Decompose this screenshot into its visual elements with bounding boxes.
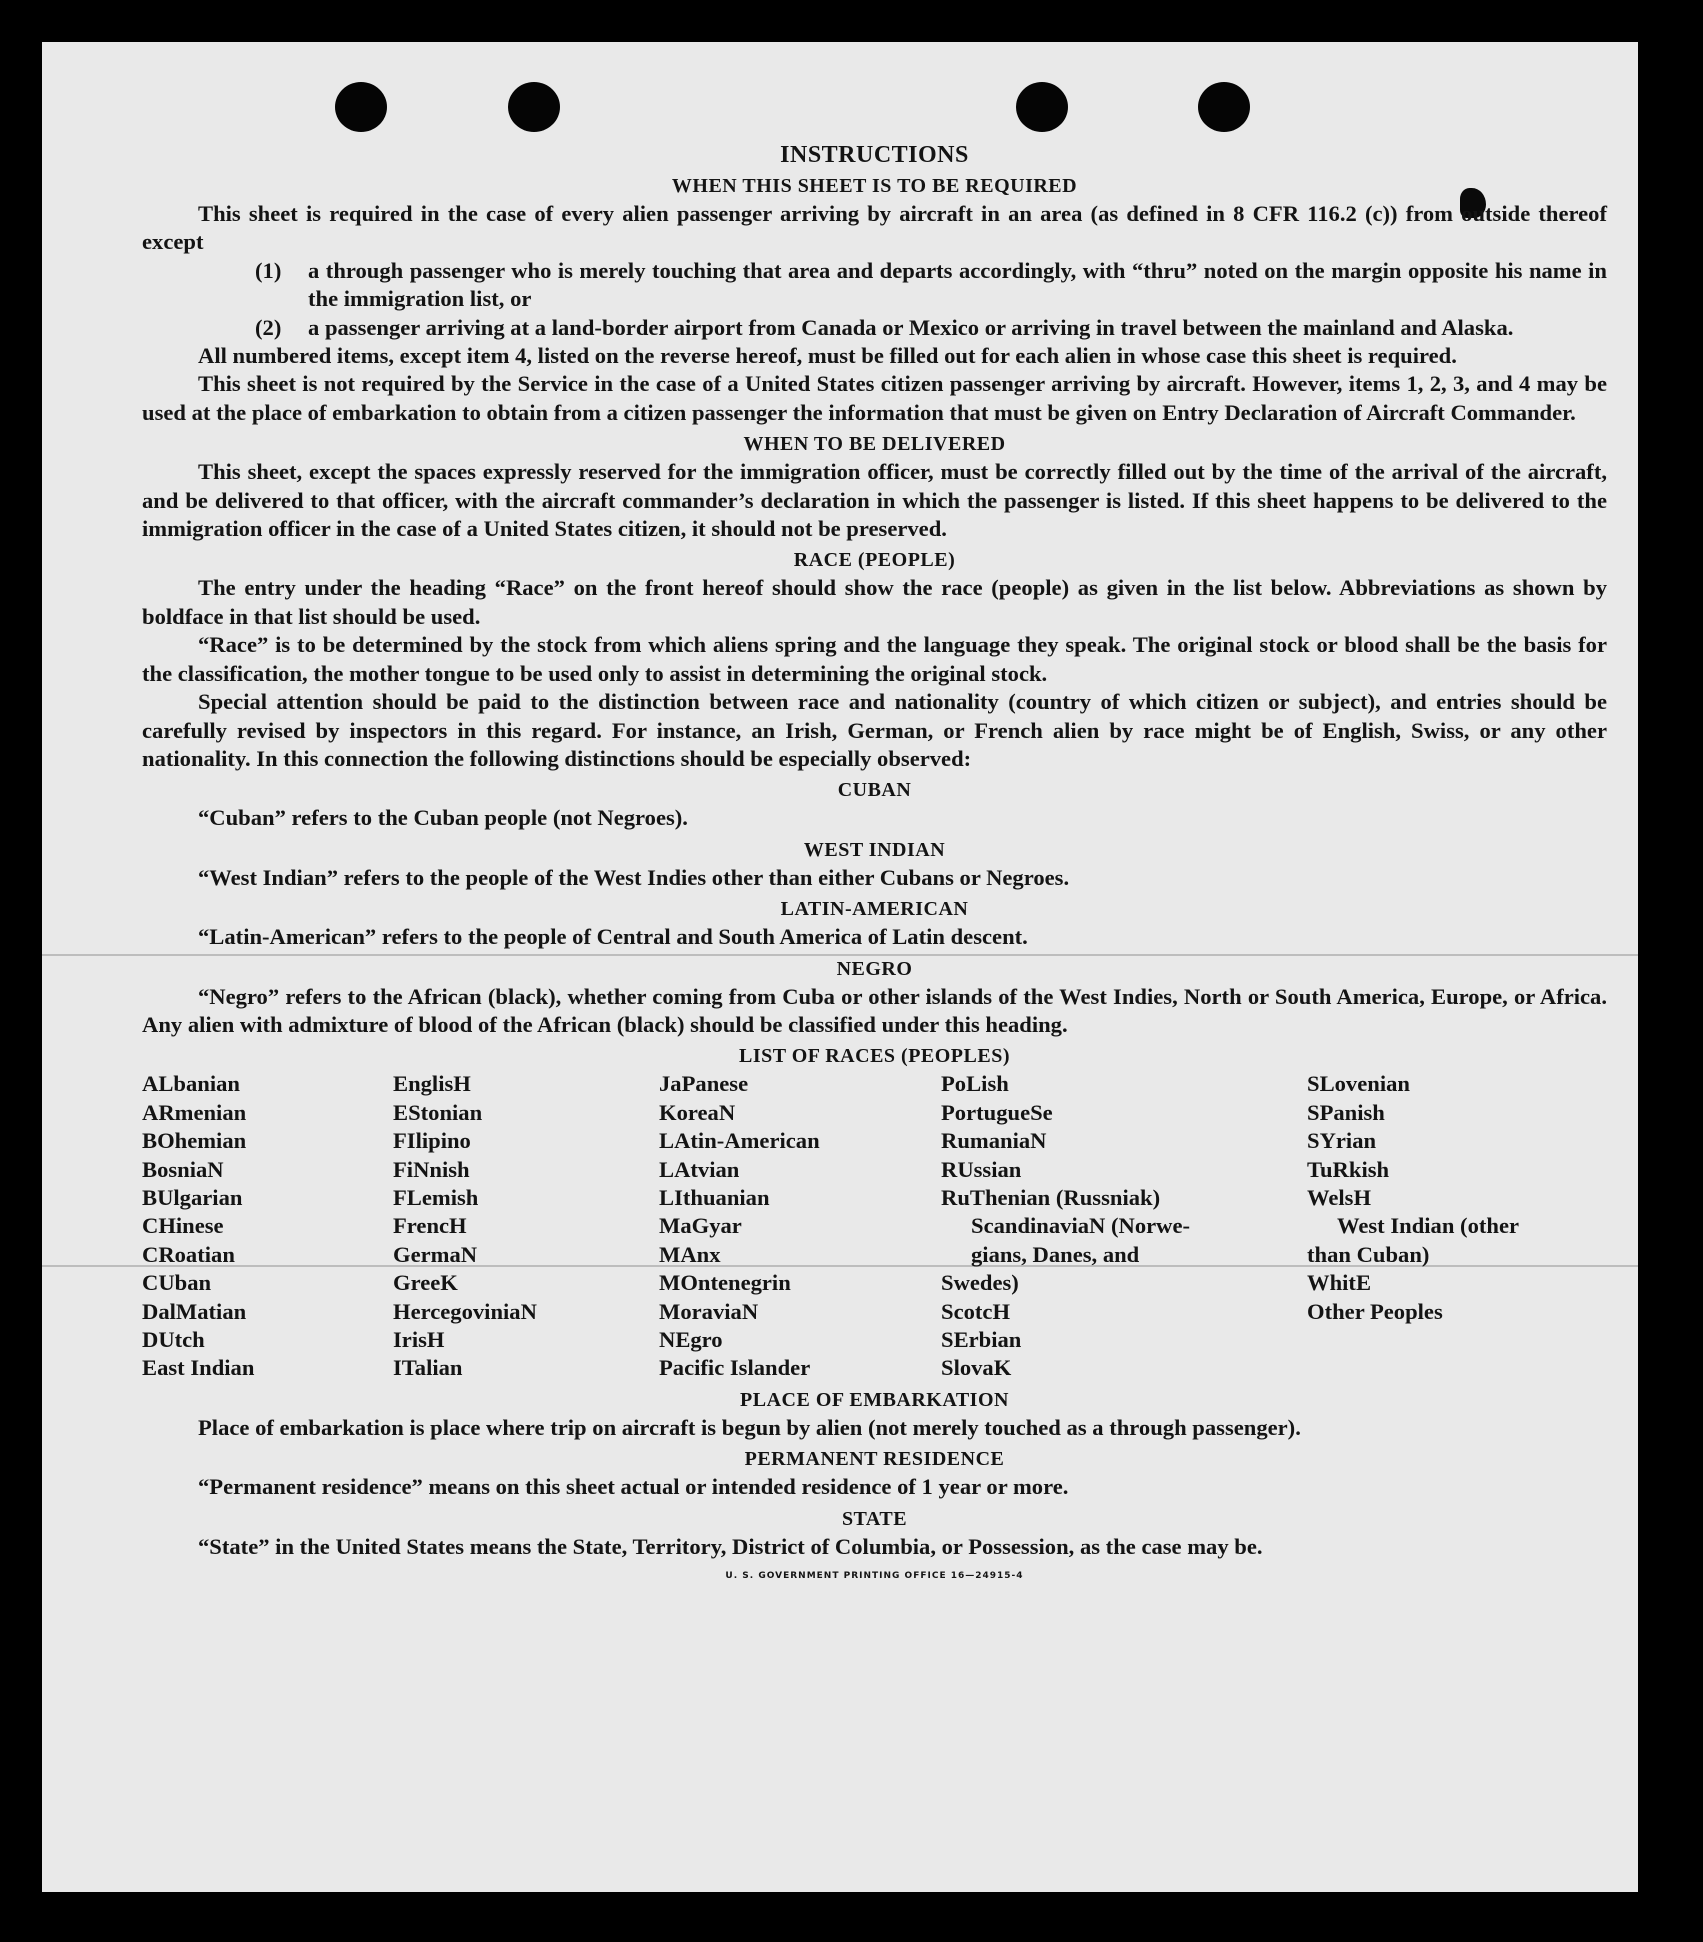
races-column xyxy=(393,1070,659,1382)
race-entry: PortugueSe xyxy=(941,1099,1053,1125)
paragraph: This sheet, except the spaces expressly reserved for the immigration officer, must be correctly filled out by the time of the arrival of the aircraft, and be delivered to that officer, with the aircraft commander’s declaration in which the passenger is listed. If this sheet happens to be delivered to the immigration officer in the case of a United States citizen, it should not be preserved. xyxy=(142,459,1607,542)
race-entry: Pacific Islander xyxy=(659,1355,811,1381)
race-entry: SYrian xyxy=(1307,1128,1377,1154)
race-entry: KoreaN xyxy=(659,1099,736,1125)
race-entry: BOhemian xyxy=(142,1128,247,1154)
race-entry: LIthuanian xyxy=(659,1184,770,1210)
race-entry: SlovaK xyxy=(941,1355,1012,1381)
race-entry: ScandinaviaN (Norwe- xyxy=(971,1213,1191,1239)
race-entry: SErbian xyxy=(941,1327,1022,1352)
paragraph: Place of embarkation is place where trip on aircraft is begun by alien (not merely touched as a through passenger). xyxy=(198,1414,1301,1440)
race-entry: GreeK xyxy=(393,1270,458,1296)
race-entry: East Indian xyxy=(142,1355,255,1381)
punch-hole xyxy=(1198,82,1250,132)
race-entry: SPanish xyxy=(1307,1099,1385,1125)
race-entry: RumaniaN xyxy=(941,1128,1047,1154)
race-entry: Other Peoples xyxy=(1307,1298,1443,1324)
race-entry: Swedes) xyxy=(941,1270,1019,1296)
paragraph: “West Indian” refers to the people of the West Indies other than either Cubans or Negroes. xyxy=(198,864,1070,890)
instruction-sheet xyxy=(42,42,1638,1892)
race-entry: West Indian (other xyxy=(1337,1213,1520,1239)
race-entry: JaPanese xyxy=(659,1071,749,1097)
race-entry: WhitE xyxy=(1307,1270,1372,1296)
section-heading: WHEN THIS SHEET IS TO BE REQUIRED xyxy=(671,175,1078,197)
race-entry: PoLish xyxy=(941,1071,1009,1097)
paragraph: “Race” is to be determined by the stock from which aliens spring and the language they speak. The original stock or blood shall be the basis for the classification, the mother tongue to be used only to assist in determining the original stock. xyxy=(142,632,1607,686)
race-entry: CHinese xyxy=(142,1213,224,1239)
printer-imprint: U. S. GOVERNMENT PRINTING OFFICE 16—24915-4 xyxy=(725,1571,1024,1582)
document-body xyxy=(142,142,1607,1581)
race-entry: DUtch xyxy=(142,1327,205,1352)
paragraph: “Cuban” refers to the Cuban people (not Negroes). xyxy=(198,805,688,831)
race-entry: MAnx xyxy=(659,1241,721,1267)
section-heading: WHEN TO BE DELIVERED xyxy=(743,433,1006,456)
section-heading: PERMANENT RESIDENCE xyxy=(744,1448,1005,1471)
section-heading: CUBAN xyxy=(837,779,912,802)
section-heading: WEST INDIAN xyxy=(803,838,946,861)
punch-hole xyxy=(1016,82,1068,132)
race-entry: GermaN xyxy=(393,1241,478,1267)
punch-hole xyxy=(335,82,387,132)
race-entry: RuThenian (Russniak) xyxy=(941,1184,1161,1210)
race-entry: FrencH xyxy=(393,1213,467,1239)
paragraph: “Latin-American” refers to the people of Central and South America of Latin descent. xyxy=(198,924,1028,950)
list-item xyxy=(142,257,1607,314)
section-heading: RACE (PEOPLE) xyxy=(793,549,956,572)
race-entry: CUban xyxy=(142,1270,212,1296)
section-heading: LATIN-AMERICAN xyxy=(780,898,969,921)
race-entry: BUlgarian xyxy=(142,1184,243,1210)
item-text: a through passenger who is merely touching that area and departs accordingly, with “thru” noted on the margin opposite his name in the immigration list, or xyxy=(308,257,1607,312)
item-number: (1) xyxy=(255,257,282,283)
race-entry: EnglisH xyxy=(393,1071,471,1097)
race-entry: WelsH xyxy=(1307,1184,1372,1210)
item-number: (2) xyxy=(255,314,282,340)
document-title: INSTRUCTIONS xyxy=(780,142,969,168)
section-heading: LIST OF RACES (PEOPLES) xyxy=(738,1045,1010,1068)
race-entry: BosniaN xyxy=(142,1156,224,1182)
races-column xyxy=(941,1070,1307,1382)
paragraph: “State” in the United States means the State, Territory, District of Columbia, or Possession, as the case may be. xyxy=(198,1533,1263,1559)
races-column xyxy=(142,1070,393,1382)
race-entry: ALbanian xyxy=(142,1071,240,1097)
race-entry: MoraviaN xyxy=(659,1298,759,1324)
paragraph: The entry under the heading “Race” on the front hereof should show the race (people) as given in the list below. Abbreviations as shown by boldface in that list should be used. xyxy=(142,575,1607,629)
section-heading: PLACE OF EMBARKATION xyxy=(740,1388,1009,1411)
race-entry: DalMatian xyxy=(142,1298,247,1324)
race-entry: IrisH xyxy=(393,1327,445,1352)
section-heading: NEGRO xyxy=(836,957,913,980)
races-column xyxy=(1307,1070,1607,1382)
item-text: a passenger arriving at a land-border airport from Canada or Mexico or arriving in travel between the mainland and Alaska. xyxy=(308,314,1514,340)
race-entry: CRoatian xyxy=(142,1241,235,1267)
section-heading: STATE xyxy=(841,1507,908,1530)
race-entry: ScotcH xyxy=(941,1298,1011,1324)
race-entry: FiNnish xyxy=(393,1156,470,1182)
list-item xyxy=(142,314,1607,342)
race-entry: MaGyar xyxy=(659,1213,742,1239)
race-entry: TuRkish xyxy=(1307,1156,1390,1182)
race-entry: ITalian xyxy=(393,1355,463,1381)
races-column xyxy=(659,1070,941,1382)
race-entry: than Cuban) xyxy=(1307,1241,1430,1267)
race-entry: NEgro xyxy=(659,1327,723,1352)
paragraph: All numbered items, except item 4, listed on the reverse hereof, must be filled out for each alien in whose case this sheet is required. xyxy=(198,343,1457,369)
race-entry: RUssian xyxy=(941,1156,1022,1182)
race-entry: FIlipino xyxy=(393,1128,471,1154)
race-entry: EStonian xyxy=(393,1099,483,1125)
paragraph: “Permanent residence” means on this sheet actual or intended residence of 1 year or more. xyxy=(198,1474,1069,1500)
race-entry: gians, Danes, and xyxy=(971,1241,1140,1267)
race-entry: HercegoviniaN xyxy=(393,1298,537,1324)
punch-hole xyxy=(508,82,560,132)
paragraph: This sheet is required in the case of every alien passenger arriving by aircraft in an area (as defined in 8 CFR 116.2 (c)) from outside thereof except xyxy=(142,201,1607,255)
race-entry: SLovenian xyxy=(1307,1071,1410,1097)
race-entry: LAtvian xyxy=(659,1156,740,1182)
paragraph: Special attention should be paid to the distinction between race and nationality (country of which citizen or subject), and entries should be carefully revised by inspectors in this regard. For instance, an Irish, German, or French alien by race might be of English, Swiss, or any other nationality. In this connection the following distinctions should be especially observed: xyxy=(142,689,1607,771)
race-entry: MOntenegrin xyxy=(659,1270,791,1296)
race-entry: LAtin-American xyxy=(659,1128,820,1154)
races-table xyxy=(142,1070,1607,1382)
race-entry: ARmenian xyxy=(142,1099,247,1125)
paragraph: This sheet is not required by the Service in the case of a United States citizen passenger arriving by aircraft. However, items 1, 2, 3, and 4 may be used at the place of embarkation to obtain from a citizen passenger the information that must be given on Entry Declaration of Aircraft Commander. xyxy=(142,371,1607,425)
race-entry: FLemish xyxy=(393,1184,479,1210)
paragraph: “Negro” refers to the African (black), whether coming from Cuba or other islands of the West Indies, North or South America, Europe, or Africa. Any alien with admixture of blood of the African (black) should be classified under this heading. xyxy=(142,983,1607,1037)
